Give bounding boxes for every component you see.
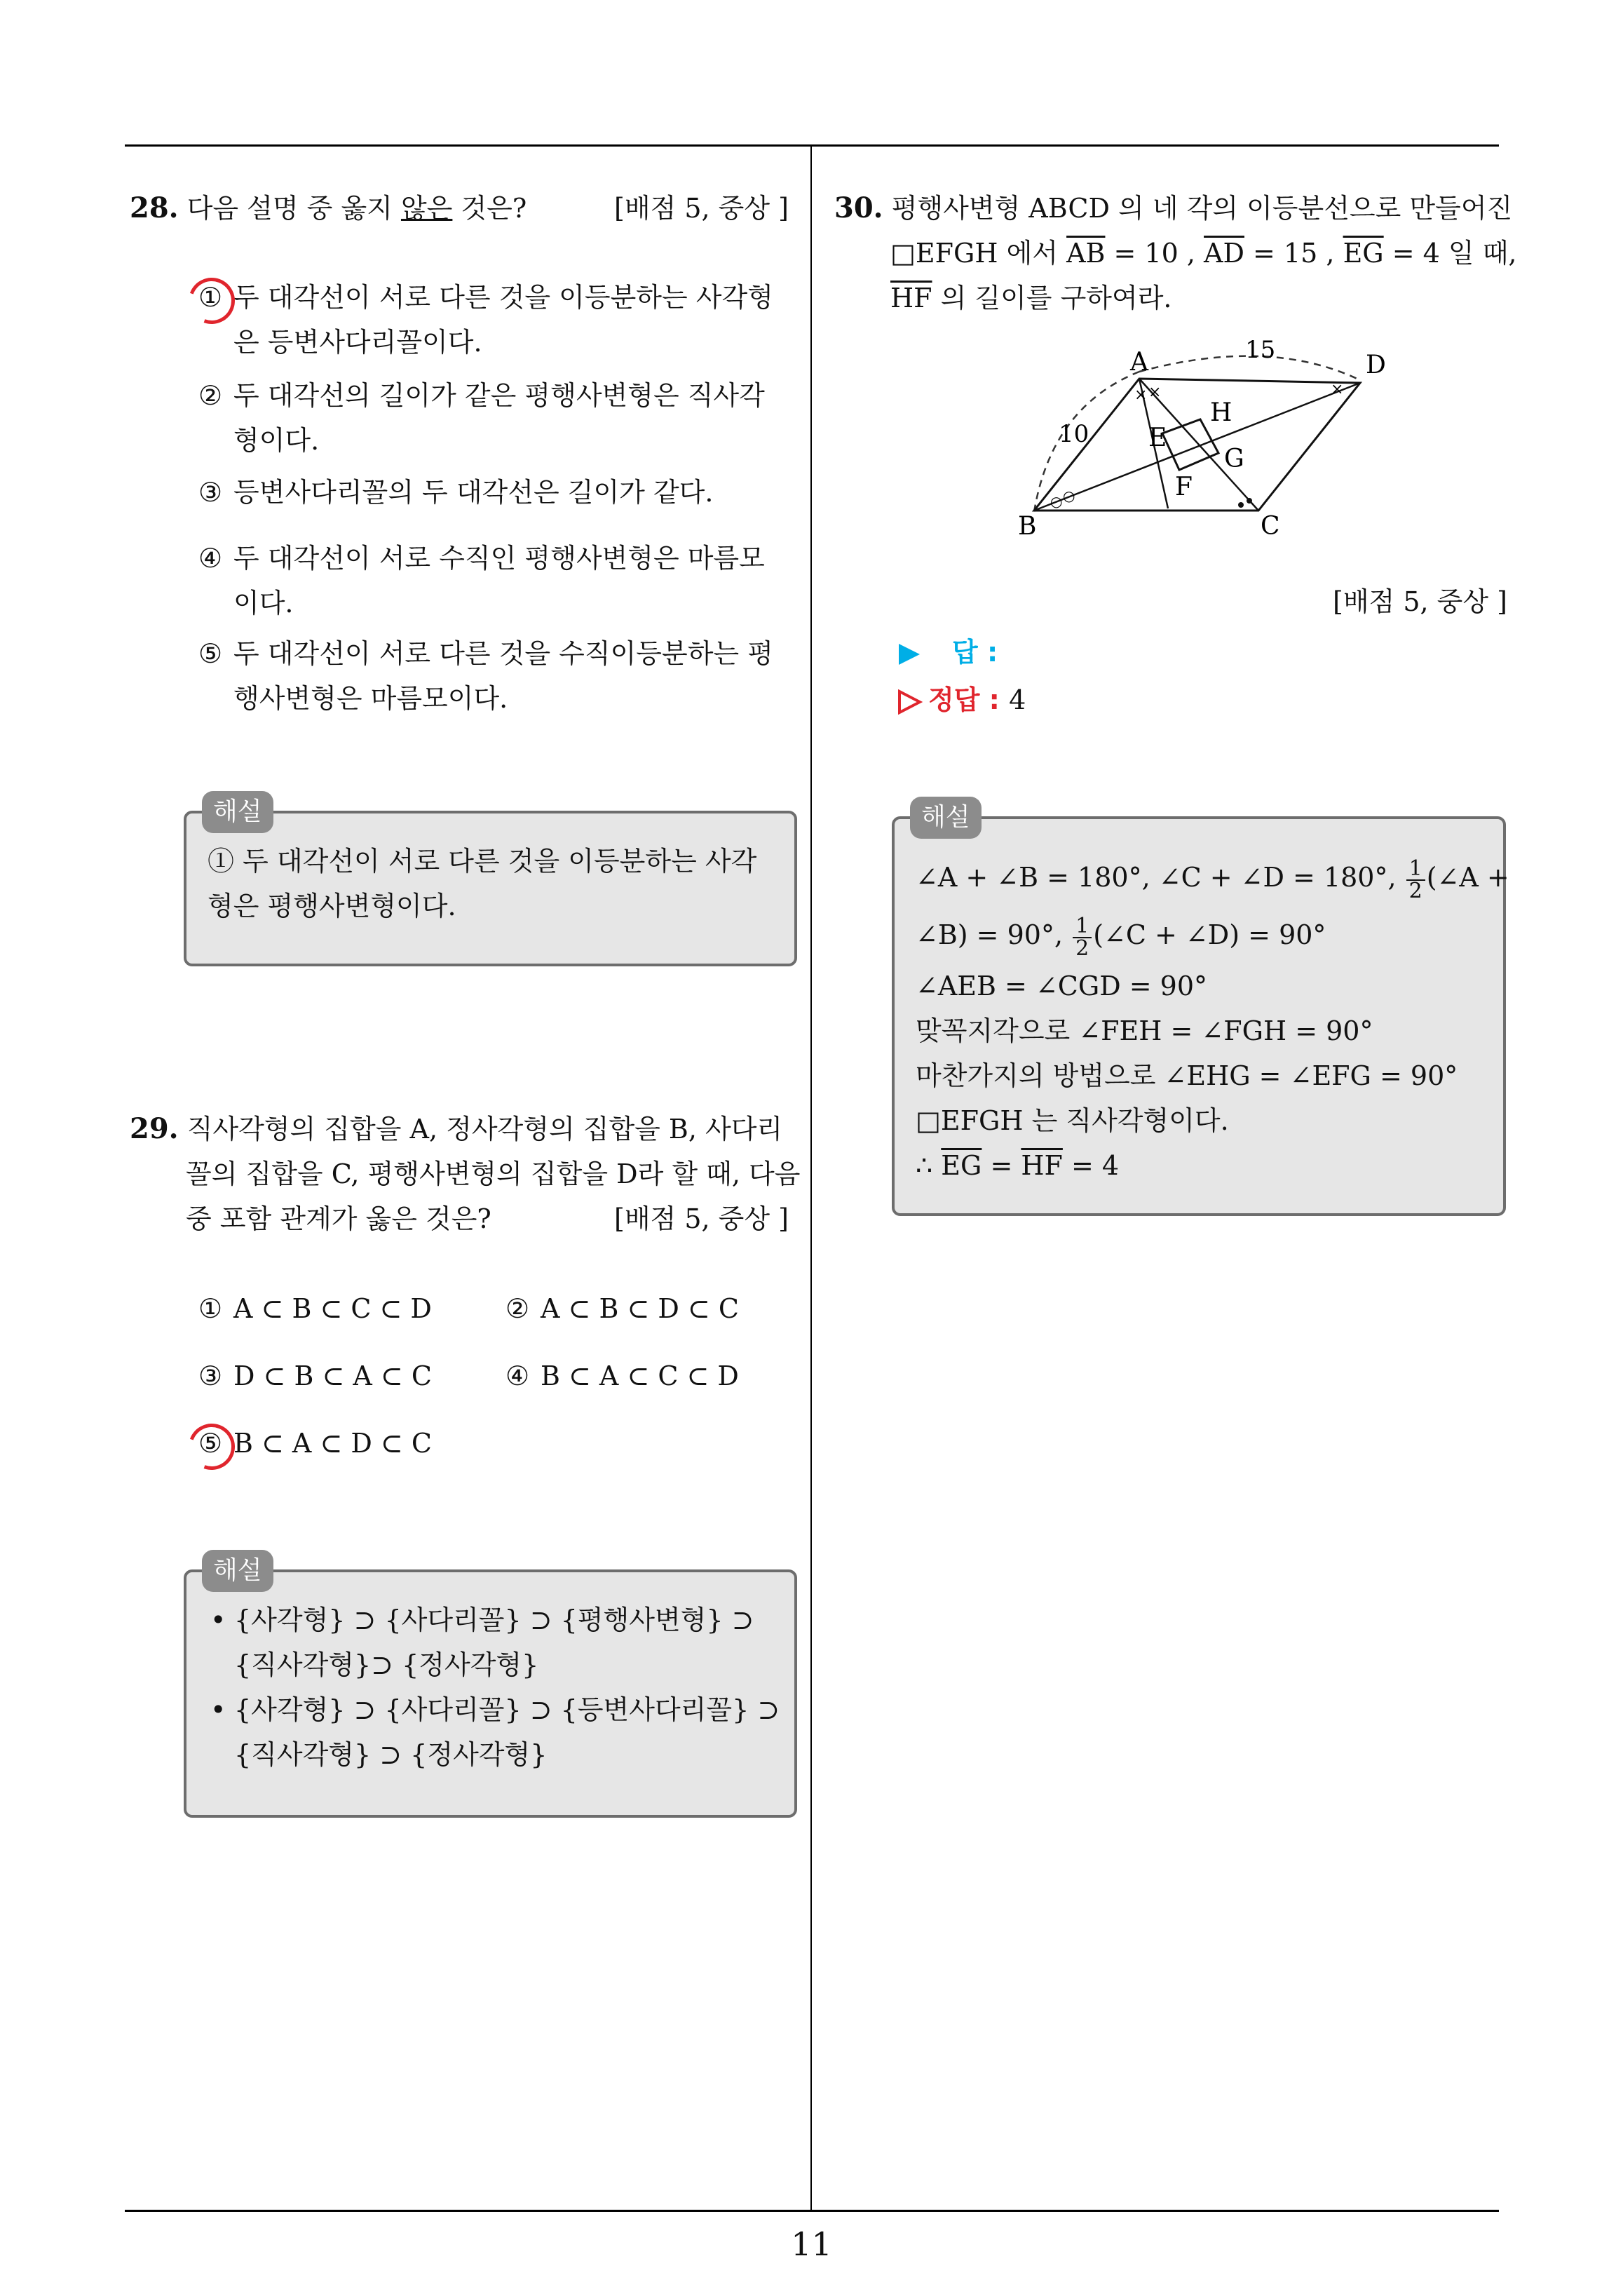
- choice-4[interactable]: [500, 1353, 739, 1398]
- choice-mark-circled: ①: [193, 275, 228, 320]
- prompt-underlined: 않은: [400, 193, 453, 224]
- question-29-prompt-line3: [130, 1196, 789, 1241]
- prompt-text: 다음 설명 중 옳지: [186, 193, 401, 224]
- choice-text-cont: 이다.: [233, 588, 294, 619]
- points-label: [배점 5, 중상 ]: [614, 193, 789, 224]
- question-29-prompt-line2: 꼴의 집합을 C, 평행사변형의 집합을 D라 할 때, 다음: [186, 1159, 801, 1189]
- choice-text: 두 대각선의 길이가 같은 평행사변형은 직사각: [233, 380, 765, 411]
- question-28-prompt: [130, 186, 789, 231]
- choice-4[interactable]: [193, 536, 765, 626]
- question-28: [130, 186, 789, 231]
- correct-label: 정답 :: [928, 684, 1000, 715]
- choice-mark: ②: [505, 1293, 530, 1324]
- solution-line-2: [916, 906, 1485, 964]
- choice-text: A ⊂ B ⊂ C ⊂ D: [233, 1293, 432, 1324]
- solution-line: {직사각형}⊃ {정사각형}: [234, 1649, 539, 1680]
- prompt-text-end: 것은?: [452, 193, 527, 224]
- choice-3[interactable]: [193, 470, 713, 515]
- label-c: C: [1261, 512, 1280, 541]
- angle-mark-b2: ○: [1063, 487, 1075, 504]
- choice-mark: ③: [198, 477, 223, 508]
- choice-text: A ⊂ B ⊂ D ⊂ C: [541, 1293, 739, 1324]
- question-number: 28.: [130, 191, 179, 224]
- angle-dot-c2: [1247, 498, 1252, 504]
- prompt-text: □EFGH 에서: [890, 238, 1067, 269]
- answer-label: 답 :: [952, 637, 998, 668]
- choice-2[interactable]: [193, 373, 765, 463]
- solution-line-7: [916, 1143, 1485, 1188]
- segment-eg: $\overline{EG}$: [941, 1150, 982, 1181]
- prompt-text: = 4 일 때,: [1383, 238, 1517, 269]
- solution-bullet: • {사각형} ⊃ {사다리꼴} ⊃ {등변사다리꼴} ⊃: [208, 1687, 776, 1732]
- choice-text-cont: 은 등변사다리꼴이다.: [233, 327, 482, 358]
- segment-ad: $\overline{AD}$: [1204, 238, 1244, 269]
- question-number: 30.: [834, 191, 883, 224]
- angle-mark-b1: ○: [1050, 493, 1063, 510]
- choice-1[interactable]: [193, 1286, 432, 1331]
- question-30-prompt-line1: [834, 186, 1513, 231]
- label-e: E: [1148, 424, 1167, 452]
- choice-mark: ④: [505, 1360, 530, 1391]
- question-30-points: [배점 5, 중상 ]: [1333, 586, 1507, 617]
- column-divider: [810, 144, 812, 2210]
- page-number: 11: [791, 2225, 832, 2263]
- solution-tag: 해설: [910, 797, 982, 839]
- choice-text: 두 대각선이 서로 수직인 평행사변형은 마름모: [233, 543, 765, 574]
- choice-mark: ②: [198, 380, 223, 411]
- solution-text: =: [982, 1150, 1021, 1181]
- choice-5[interactable]: [193, 1421, 432, 1466]
- choice-text: B ⊂ A ⊂ C ⊂ D: [541, 1360, 739, 1391]
- solution-tag: 해설: [202, 1550, 273, 1592]
- fraction-denominator: 2: [1075, 936, 1089, 961]
- choice-text-cont: 행사변형은 마름모이다.: [233, 683, 508, 714]
- fraction-numerator: 1: [1406, 858, 1425, 881]
- solution-tag: 해설: [202, 791, 273, 833]
- label-g: G: [1224, 445, 1244, 473]
- angle-mark-d: ×: [1331, 381, 1344, 398]
- answer-arrow-icon: [897, 642, 921, 666]
- prompt-text: 의 길이를 구하여라.: [932, 283, 1172, 313]
- choice-text-cont: 형이다.: [233, 425, 320, 456]
- question-number: 29.: [130, 1112, 179, 1145]
- choice-2[interactable]: [500, 1286, 739, 1331]
- answer-line: [897, 630, 998, 675]
- choice-text: B ⊂ A ⊂ D ⊂ C: [233, 1428, 432, 1459]
- choice-text: 두 대각선이 서로 다른 것을 수직이등분하는 평: [233, 638, 773, 669]
- length-ad: 15: [1245, 336, 1276, 364]
- label-f: F: [1175, 473, 1193, 501]
- solution-line-6: □EFGH 는 직사각형이다.: [916, 1105, 1229, 1136]
- solution-text: ∴: [916, 1150, 942, 1181]
- question-30-solution: [892, 803, 1509, 1216]
- correct-arrow-icon: [897, 689, 923, 715]
- choice-3[interactable]: [193, 1353, 432, 1398]
- solution-text: (∠A +: [1426, 862, 1509, 893]
- label-a: A: [1130, 348, 1148, 377]
- question-30-prompt-line3: [834, 276, 1507, 320]
- solution-line: ① 두 대각선이 서로 다른 것을 이등분하는 사각: [208, 846, 757, 877]
- choice-text: D ⊂ B ⊂ A ⊂ C: [233, 1360, 432, 1391]
- question-29-solution: [184, 1556, 797, 1818]
- prompt-text: = 10 ,: [1105, 238, 1204, 269]
- prompt-text: 중 포함 관계가 옳은 것은?: [186, 1203, 491, 1234]
- label-b: B: [1018, 512, 1037, 541]
- solution-line: 형은 평행사변형이다.: [208, 891, 456, 921]
- solution-text: (∠C + ∠D) = 90°: [1093, 919, 1326, 950]
- choice-mark: ①: [198, 1293, 223, 1324]
- segment-eg: $\overline{EG}$: [1343, 238, 1384, 269]
- solution-line-3: ∠AEB = ∠CGD = 90°: [916, 971, 1208, 1001]
- choice-5[interactable]: [193, 631, 773, 721]
- correct-value: 4: [1009, 684, 1026, 715]
- segment-hf: $\overline{HF}$: [1021, 1150, 1063, 1181]
- prompt-text: 평행사변형 ABCD 의 네 각의 이등분선으로 만들어진: [891, 193, 1513, 224]
- question-30-prompt-line2: [834, 231, 1517, 276]
- choice-mark: ④: [198, 543, 223, 574]
- solution-line-5: 마찬가지의 방법으로 ∠EHG = ∠EFG = 90°: [916, 1060, 1458, 1091]
- prompt-text: = 15 ,: [1244, 238, 1343, 269]
- label-h: H: [1210, 398, 1232, 427]
- segment-hf: $\overline{HF}$: [890, 283, 932, 313]
- choice-text: 등변사다리꼴의 두 대각선은 길이가 같다.: [233, 477, 714, 508]
- question-29-choices: [193, 1286, 796, 1483]
- bottom-rule: [125, 2210, 1499, 2212]
- solution-text: ∠A + ∠B = 180°, ∠C + ∠D = 180°,: [916, 862, 1405, 893]
- length-ab: 10: [1059, 420, 1089, 448]
- question-29-prompt-line1: [130, 1107, 789, 1152]
- fraction-numerator: 1: [1073, 916, 1092, 938]
- solution-line-4: 맞꼭지각으로 ∠FEH = ∠FGH = 90°: [916, 1015, 1373, 1046]
- question-29: [130, 1107, 801, 1241]
- choice-mark: ③: [198, 1360, 223, 1391]
- choice-mark: ⑤: [198, 638, 223, 669]
- label-d: D: [1366, 351, 1386, 379]
- fraction-half: [1073, 913, 1092, 961]
- segment-ab: $\overline{AB}$: [1066, 238, 1106, 269]
- angle-mark-a1: ×: [1134, 386, 1148, 404]
- solution-line-1: [916, 849, 1509, 906]
- solution-text: ∠B) = 90°,: [916, 919, 1072, 950]
- points-label: [배점 5, 중상 ]: [614, 1203, 789, 1234]
- fraction-denominator: 2: [1408, 878, 1422, 903]
- angle-mark-a2: ×: [1148, 384, 1162, 401]
- solution-text: = 4: [1062, 1150, 1120, 1181]
- choice-1[interactable]: [193, 275, 773, 365]
- solution-line: {직사각형} ⊃ {정사각형}: [234, 1739, 548, 1770]
- parallelogram-figure: [996, 330, 1416, 554]
- fraction-half: [1406, 858, 1425, 902]
- question-28-solution: [184, 797, 797, 966]
- choice-mark-circled: ⑤: [193, 1421, 228, 1466]
- top-rule: [125, 144, 1499, 147]
- prompt-text: 직사각형의 집합을 A, 정사각형의 집합을 B, 사다리: [186, 1114, 783, 1144]
- correct-answer-line: [897, 677, 1026, 722]
- angle-dot-c1: [1238, 502, 1244, 508]
- choice-text: 두 대각선이 서로 다른 것을 이등분하는 사각형: [233, 282, 773, 313]
- question-30: [834, 186, 1517, 320]
- solution-bullet: • {사각형} ⊃ {사다리꼴} ⊃ {평행사변형} ⊃: [208, 1598, 776, 1642]
